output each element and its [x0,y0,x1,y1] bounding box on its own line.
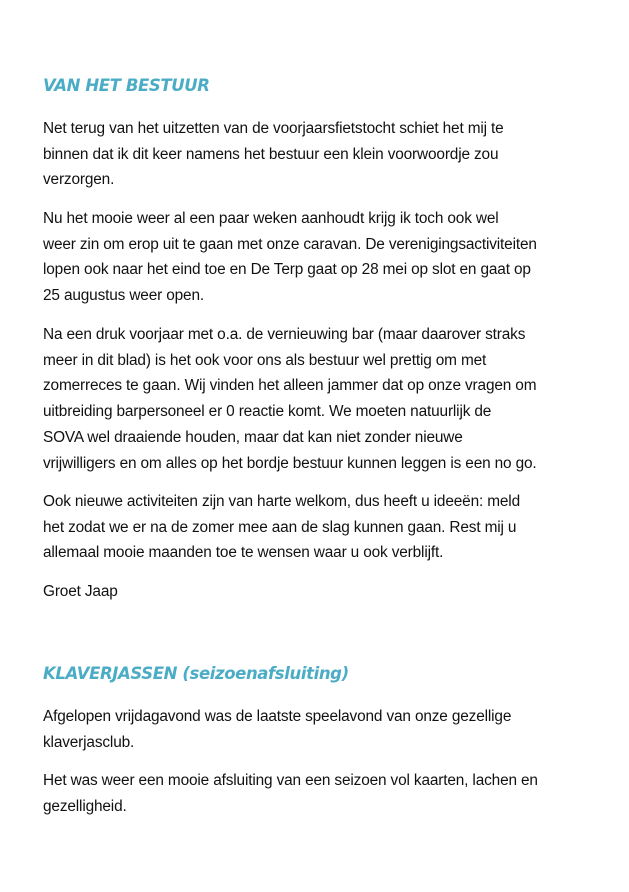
section-heading-bestuur: VAN HET BESTUUR [43,76,210,95]
paragraph-intro [43,116,603,193]
paragraph-closing [43,768,603,819]
paragraph-bar [43,322,603,476]
text-line: binnen dat ik dit keer namens het bestuur een klein voorwoordje zou [43,145,499,163]
paragraph-activities [43,489,603,566]
text-line: allemaal mooie maanden toe te wensen waar u ook verblijft. [43,544,444,562]
text-line: SOVA wel draaiende houden, maar dat kan niet zonder nieuwe [43,428,463,446]
text-line: uitbreiding barpersoneel er 0 reactie komt. We moeten natuurlijk de [43,403,492,421]
text-line: Nu het mooie weer al een paar weken aanhoudt krijg ik toch ook wel [43,210,499,227]
text-line: Groet Jaap [43,583,118,600]
section-heading-klaverjassen: KLAVERJASSEN (seizoenafsluiting) [43,664,349,683]
text-line: Ook nieuwe activiteiten zijn van harte welkom, dus heeft u ideeën: meld [43,493,520,510]
signature-line [43,579,603,605]
text-line: vrijwilligers en om alles op het bordje bestuur kunnen leggen is een no go. [43,454,537,472]
paragraph-weather [43,206,603,309]
text-line: 25 augustus weer open. [43,287,204,305]
text-line: meer in dit blad) is het ook voor ons als bestuur wel prettig om met [43,351,487,369]
text-line: lopen ook naar het eind toe en De Terp gaat op 28 mei op slot en gaat op [43,261,531,279]
text-line: klaverjasclub. [43,733,135,751]
text-line: Na een druk voorjaar met o.a. de vernieuwing bar (maar daarover straks [43,326,526,343]
text-line: Het was weer een mooie afsluiting van een seizoen vol kaarten, lachen en [43,772,538,789]
text-line: Afgelopen vrijdagavond was de laatste speelavond van onze gezellige [43,708,512,725]
text-line: het zodat we er na de zomer mee aan de slag kunnen gaan. Rest mij u [43,518,517,536]
text-line: verzorgen. [43,171,115,189]
text-line: Net terug van het uitzetten van de voorjaarsfietstocht schiet het mij te [43,120,504,137]
text-line: zomerreces te gaan. Wij vinden het alleen jammer dat op onze vragen om [43,377,537,395]
text-line: weer zin om erop uit te gaan met onze caravan. De verenigingsactiviteiten [43,235,537,253]
paragraph-last-evening [43,704,603,755]
text-line: gezelligheid. [43,797,127,815]
